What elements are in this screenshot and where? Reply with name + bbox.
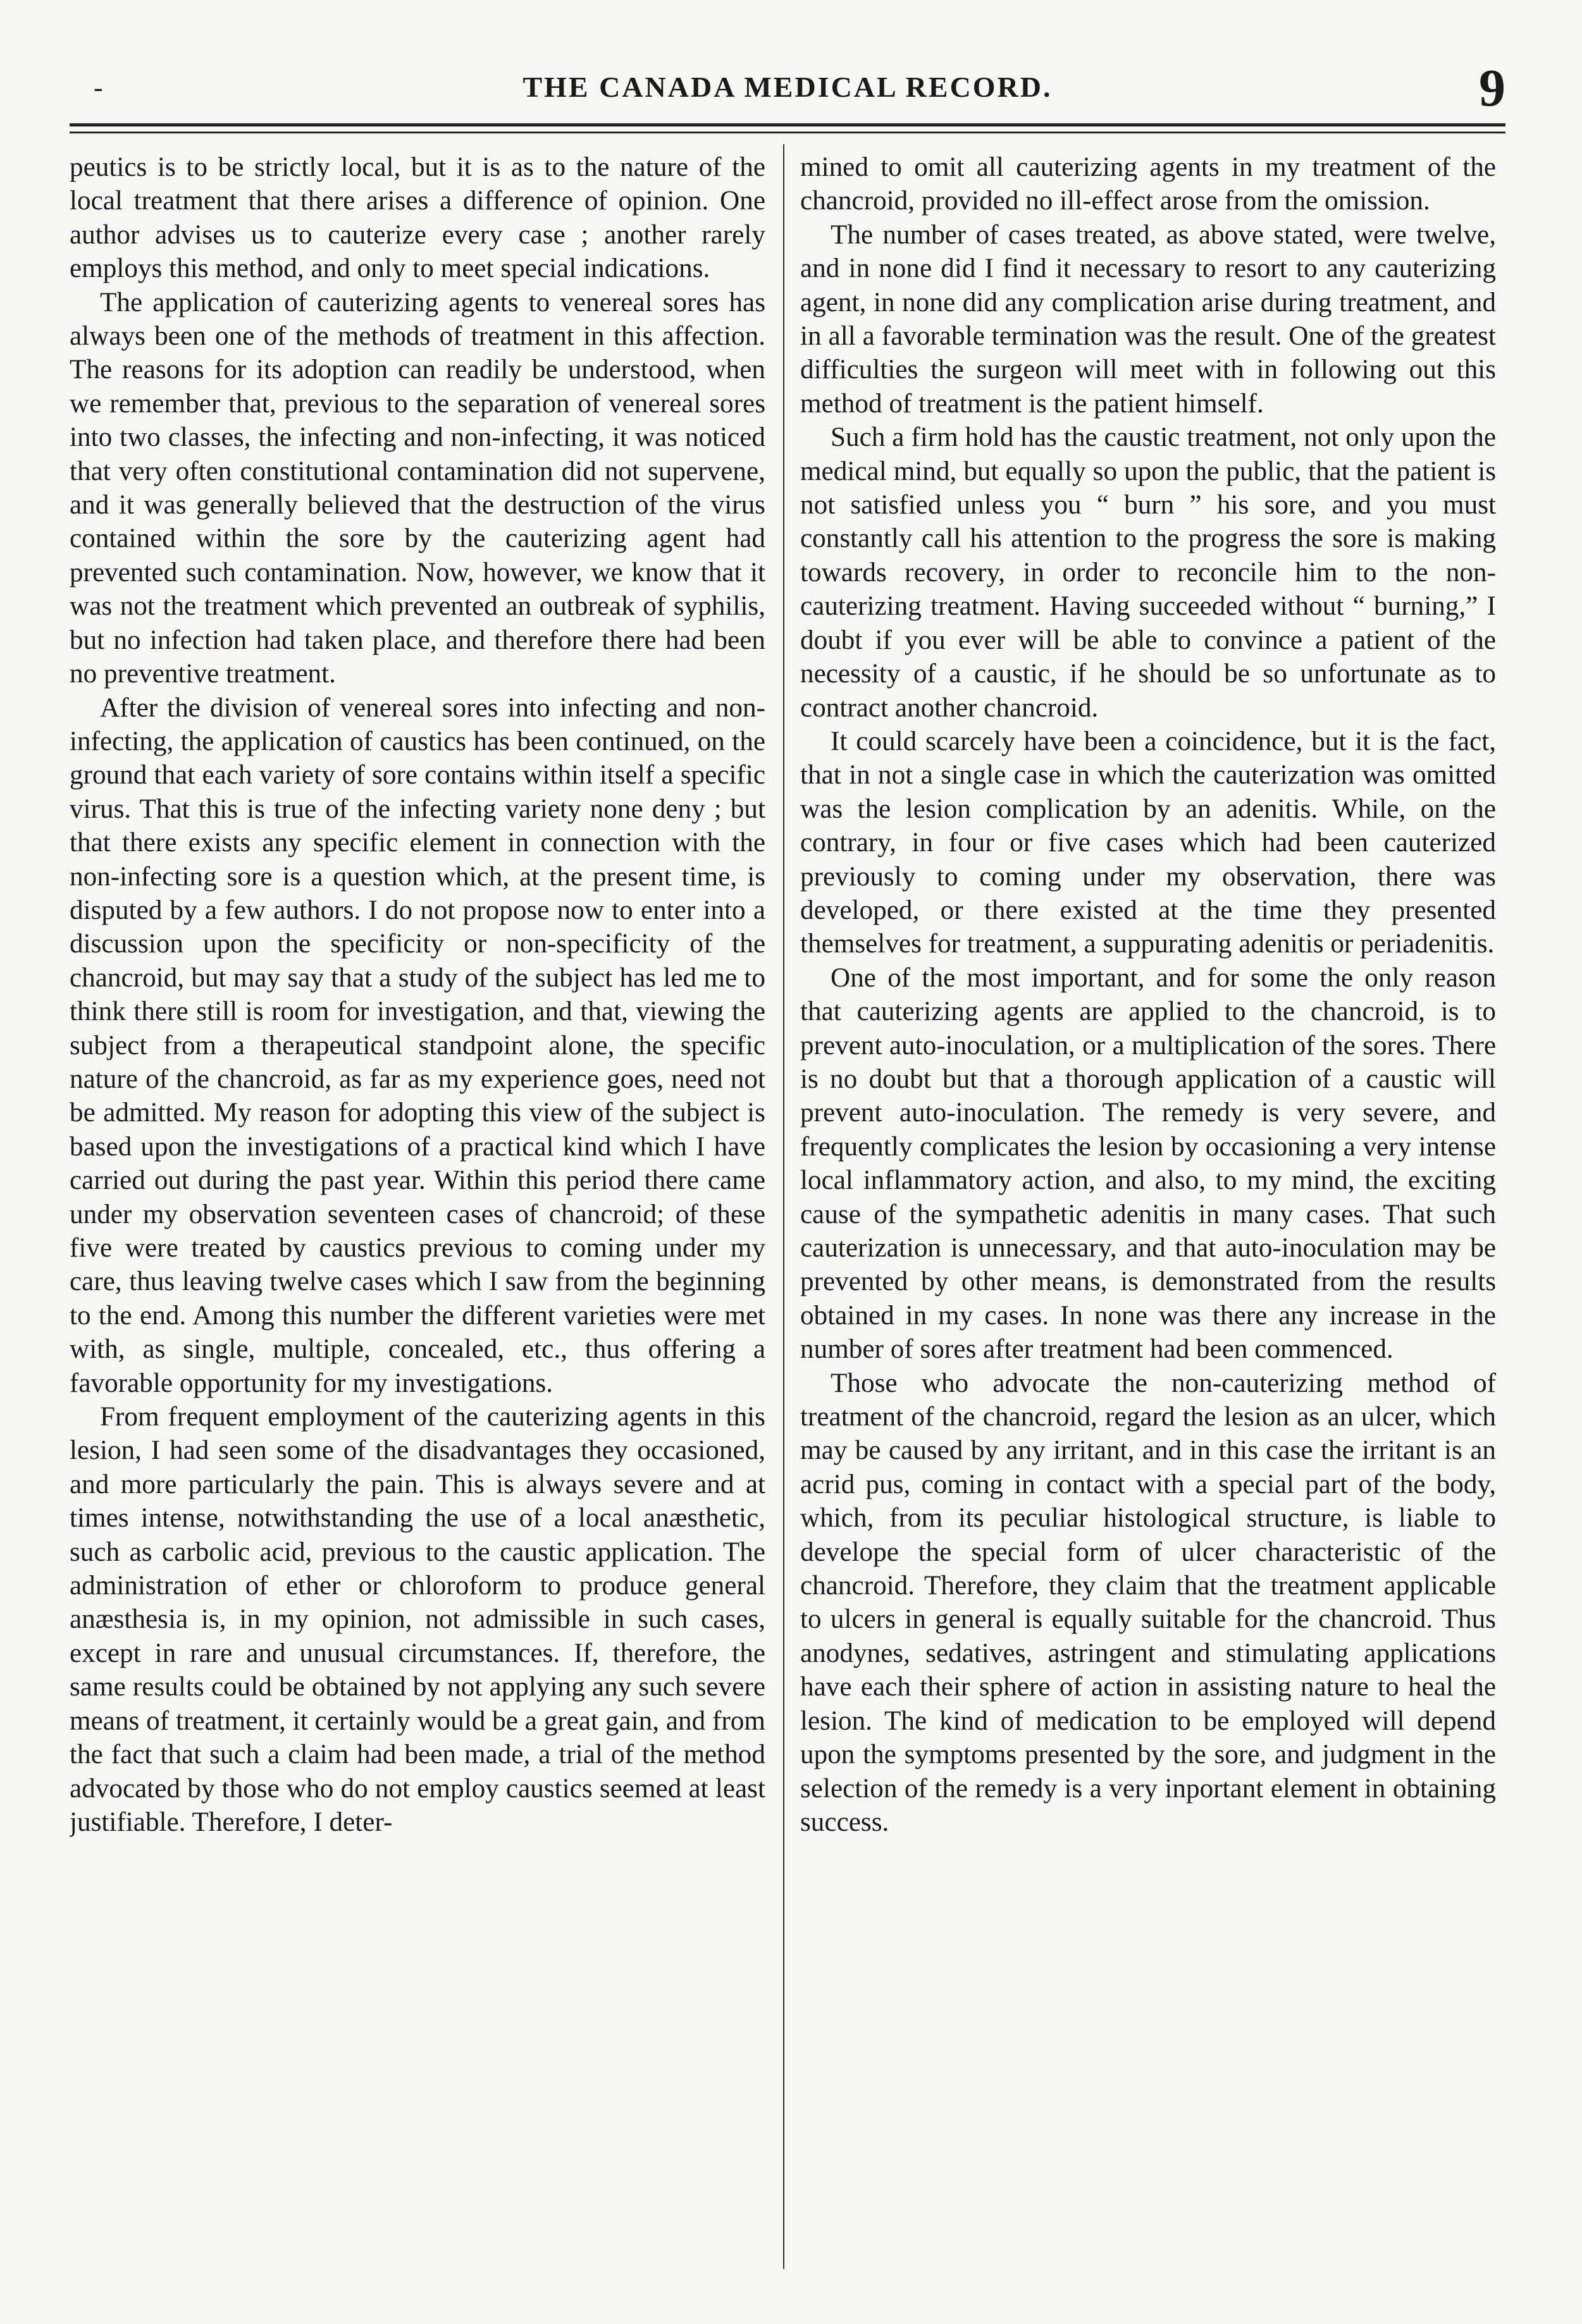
left-paragraph-4: From frequent employment of the cauterizing agents in this lesion, I had seen some of the disadvantages they occasioned, and more particularly the pain. This is always severe and at times intense, notwithstanding the use of a local anæsthetic, such as carbolic acid, previous to the caustic application. The administration of ether or chloroform to produce general anæsthesia is, in my opinion, not admissible in such cases, except in rare and unusual circumstances. If, therefore, the same results could be obtained by not applying any such severe means of treatment, it certainly would be a great gain, and from the fact that such a claim had been made, a trial of the method advocated by those who do not employ caustics seemed at least justifiable. Therefore, I deter- bbox=[70, 1402, 765, 1837]
journal-title: THE CANADA MEDICAL RECORD. bbox=[522, 71, 1053, 103]
left-paragraph-1: peutics is to be strictly local, but it is as to the nature of the local treatment that there arises a difference of opinion. One author advises us to cauterize every case ; another rarely employs this method, and only to meet special indications. bbox=[70, 152, 765, 284]
right-column bbox=[800, 151, 1496, 2288]
left-column bbox=[70, 151, 765, 2288]
header-rule-thick bbox=[70, 123, 1505, 126]
right-paragraph-5: One of the most important, and for some the only reason that cauterizing agents are applied to the chancroid, is to prevent auto-inoculation, or a multiplication of the sores. There is no doubt but that a thorough application of a caustic will prevent auto-inoculation. The remedy is very severe, and frequently complicates the lesion by occasioning a very intense local inflammatory action, and also, to my mind, the exciting cause of the sympathetic adenitis in many cases. That such cauterization is unnecessary, and that auto-inoculation may be prevented by other means, is demonstrated from the results obtained in my cases. In none was there any increase in the number of sores after treatment had been commenced. bbox=[800, 962, 1496, 1365]
column-divider bbox=[783, 144, 784, 2269]
header-dash: - bbox=[94, 72, 103, 103]
page-number: 9 bbox=[1479, 59, 1505, 118]
header-rule-thin bbox=[70, 132, 1505, 133]
right-paragraph-2: The number of cases treated, as above stated, were twelve, and in none did I find it necessary to resort to any cauterizing agent, in none did any complication arise during treatment, and in all a favorable termination was the result. One of the greatest difficulties the surgeon will meet with in following out this method of treatment is the patient himself. bbox=[800, 219, 1496, 419]
page-header bbox=[70, 59, 1505, 118]
right-paragraph-6: Those who advocate the non-cauterizing method of treatment of the chancroid, regard the lesion as an ulcer, which may be caused by any irritant, and in this case the irritant is an acrid pus, coming in contact with a special part of the body, which, from its peculiar histological structure, is liable to develope the special form of ulcer characteristic of the chancroid. Therefore, they claim that the treatment applicable to ulcers in general is equally suitable for the chancroid. Thus anodynes, sedatives, astringent and stimulating applications have each their sphere of action in assisting nature to heal the lesion. The kind of medication to be employed will depend upon the symptoms presented by the sore, and judgment in the selection of the remedy is a very inportant element in obtaining success. bbox=[800, 1368, 1496, 1837]
right-paragraph-4: It could scarcely have been a coincidence, but it is the fact, that in not a single case in which the cauterization was omitted was the lesion complication by an adenitis. While, on the contrary, in four or five cases which had been cauterized previously to coming under my observation, there was developed, or there existed at the time they presented themselves for treatment, a suppurating adenitis or periadenitis. bbox=[800, 726, 1496, 959]
left-paragraph-2: The application of cauterizing agents to venereal sores has always been one of the methods of treatment in this affection. The reasons for its adoption can readily be understood, when we remember that, previous to the separation of venereal sores into two classes, the infecting and non-infecting, it was noticed that very often constitutional contamination did not supervene, and it was generally believed that the destruction of the virus contained within the sore by the cauterizing agent had prevented such contamination. Now, however, we know that it was not the treatment which prevented an outbreak of syphilis, but no infection had taken place, and therefore there had been no preventive treatment. bbox=[70, 287, 765, 689]
left-paragraph-3: After the division of venereal sores into infecting and non-infecting, the application of caustics has been continued, on the ground that each variety of sore contains within itself a specific virus. That this is true of the infecting variety none deny ; but that there exists any specific element in connection with the non-infecting sore is a question which, at the present time, is disputed by a few authors. I do not propose now to enter into a discussion upon the specificity or non-specificity of the chancroid, but may say that a study of the subject has led me to think there still is room for investigation, and that, viewing the subject from a therapeutical standpoint alone, the specific nature of the chancroid, as far as my experience goes, need not be admitted. My reason for adopting this view of the subject is based upon the investigations of a practical kind which I have carried out during the past year. Within this period there came under my observation seventeen cases of chancroid; of these five were treated by caustics previous to coming under my care, thus leaving twelve cases which I saw from the beginning to the end. Among this number the different varieties were met with, as single, multiple, concealed, etc., thus offering a favorable opportunity for my investigations. bbox=[70, 692, 765, 1398]
right-paragraph-3: Such a firm hold has the caustic treatment, not only upon the medical mind, but equally so upon the public, that the patient is not satisfied unless you “ burn ” his sore, and you must constantly call his attention to the progress the sore is making towards recovery, in order to reconcile him to the non-cauterizing treatment. Having succeeded without “ burning,” I doubt if you ever will be able to convince a patient of the necessity of a caustic, if he should be so unfortunate as to contract another chancroid. bbox=[800, 422, 1496, 723]
right-paragraph-1: mined to omit all cauterizing agents in my treatment of the chancroid, provided no ill-effect arose from the omission. bbox=[800, 152, 1496, 216]
